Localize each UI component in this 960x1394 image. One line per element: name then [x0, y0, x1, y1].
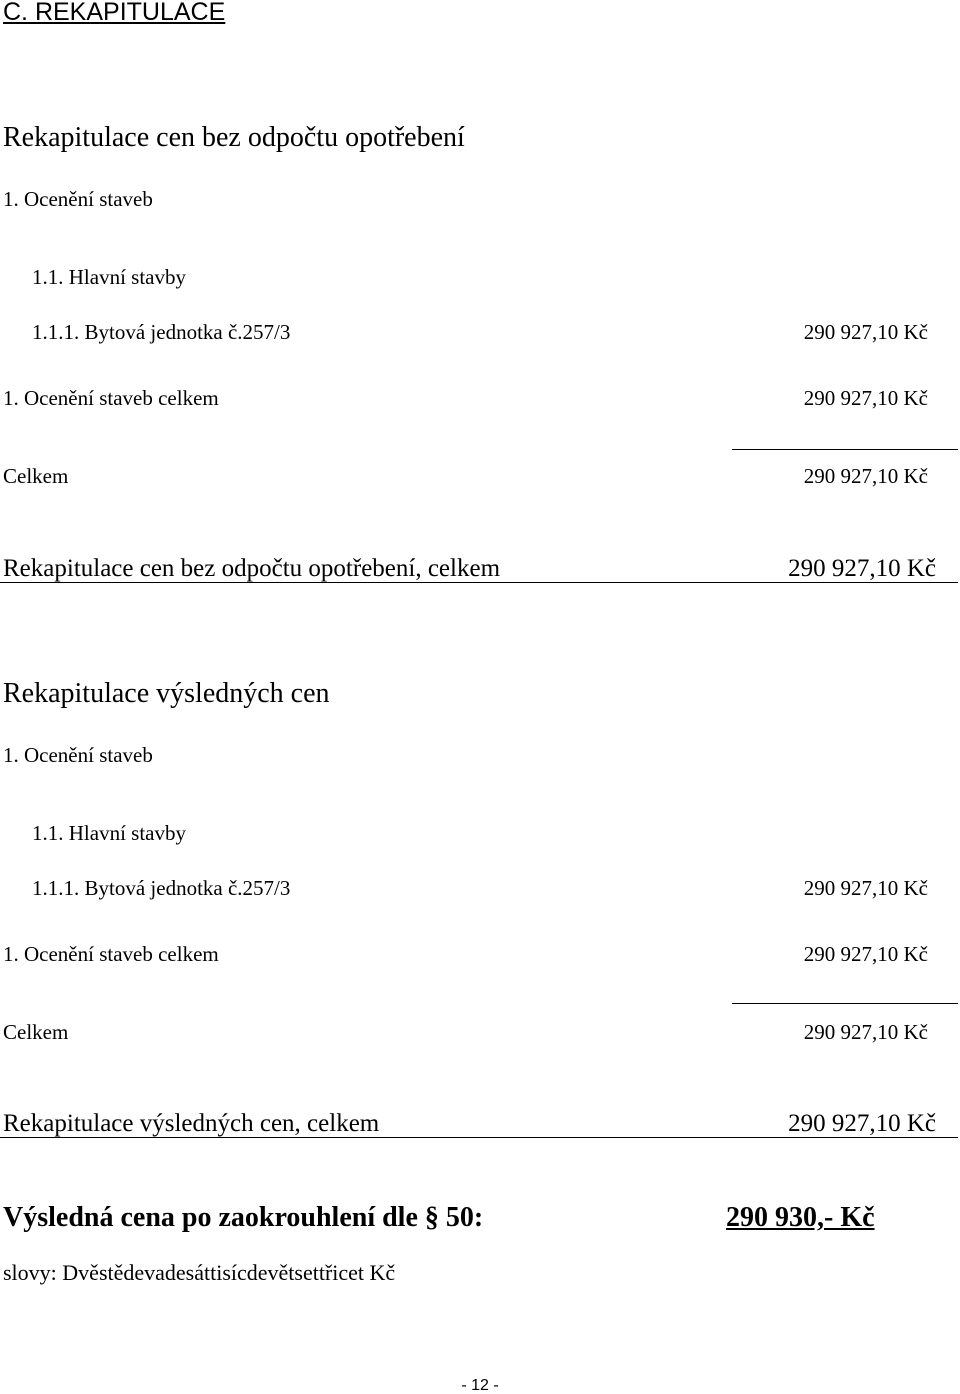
- section-title: C. REKAPITULACE: [3, 0, 226, 26]
- block2-celkem-value: 290 927,10 Kč: [803, 1020, 928, 1044]
- block2-summary-value: 290 927,10 Kč: [788, 1110, 936, 1137]
- block2-level1-label: 1. Ocenění staveb: [3, 743, 153, 767]
- block1-subtotal-rule: [732, 449, 958, 450]
- block2-total-label: 1. Ocenění staveb celkem: [3, 942, 219, 966]
- block1-level2-label: 1.1. Hlavní stavby: [32, 265, 186, 289]
- block1-item-value: 290 927,10 Kč: [803, 320, 928, 344]
- block1-summary-value: 290 927,10 Kč: [788, 555, 936, 582]
- block1-heading: Rekapitulace cen bez odpočtu opotřebení: [3, 122, 465, 153]
- final-price-value: 290 930,- Kč: [726, 1202, 875, 1233]
- block2-celkem-label: Celkem: [3, 1020, 69, 1044]
- block2-item-label: 1.1.1. Bytová jednotka č.257/3: [32, 876, 291, 900]
- block1-summary-label: Rekapitulace cen bez odpočtu opotřebení, celkem: [3, 555, 501, 582]
- block2-summary-rule: [0, 1137, 958, 1138]
- page-number: - 12 -: [461, 1377, 499, 1394]
- block1-celkem-label: Celkem: [3, 464, 69, 488]
- block2-heading: Rekapitulace výsledných cen: [3, 678, 330, 709]
- price-in-words: slovy: Dvěstědevadesáttisícdevětsettřicet Kč: [3, 1260, 396, 1285]
- block1-celkem-value: 290 927,10 Kč: [803, 464, 928, 488]
- block1-level1-label: 1. Ocenění staveb: [3, 187, 153, 211]
- block2-summary-label: Rekapitulace výsledných cen, celkem: [3, 1110, 380, 1137]
- block2-total-value: 290 927,10 Kč: [803, 942, 928, 966]
- block2-item-value: 290 927,10 Kč: [803, 876, 928, 900]
- block1-item-label: 1.1.1. Bytová jednotka č.257/3: [32, 320, 291, 344]
- block2-subtotal-rule: [732, 1003, 958, 1004]
- block1-total-value: 290 927,10 Kč: [803, 386, 928, 410]
- block2-level2-label: 1.1. Hlavní stavby: [32, 821, 186, 845]
- block1-total-label: 1. Ocenění staveb celkem: [3, 386, 219, 410]
- block1-summary-rule: [0, 582, 958, 583]
- final-price-label: Výsledná cena po zaokrouhlení dle § 50:: [3, 1202, 484, 1233]
